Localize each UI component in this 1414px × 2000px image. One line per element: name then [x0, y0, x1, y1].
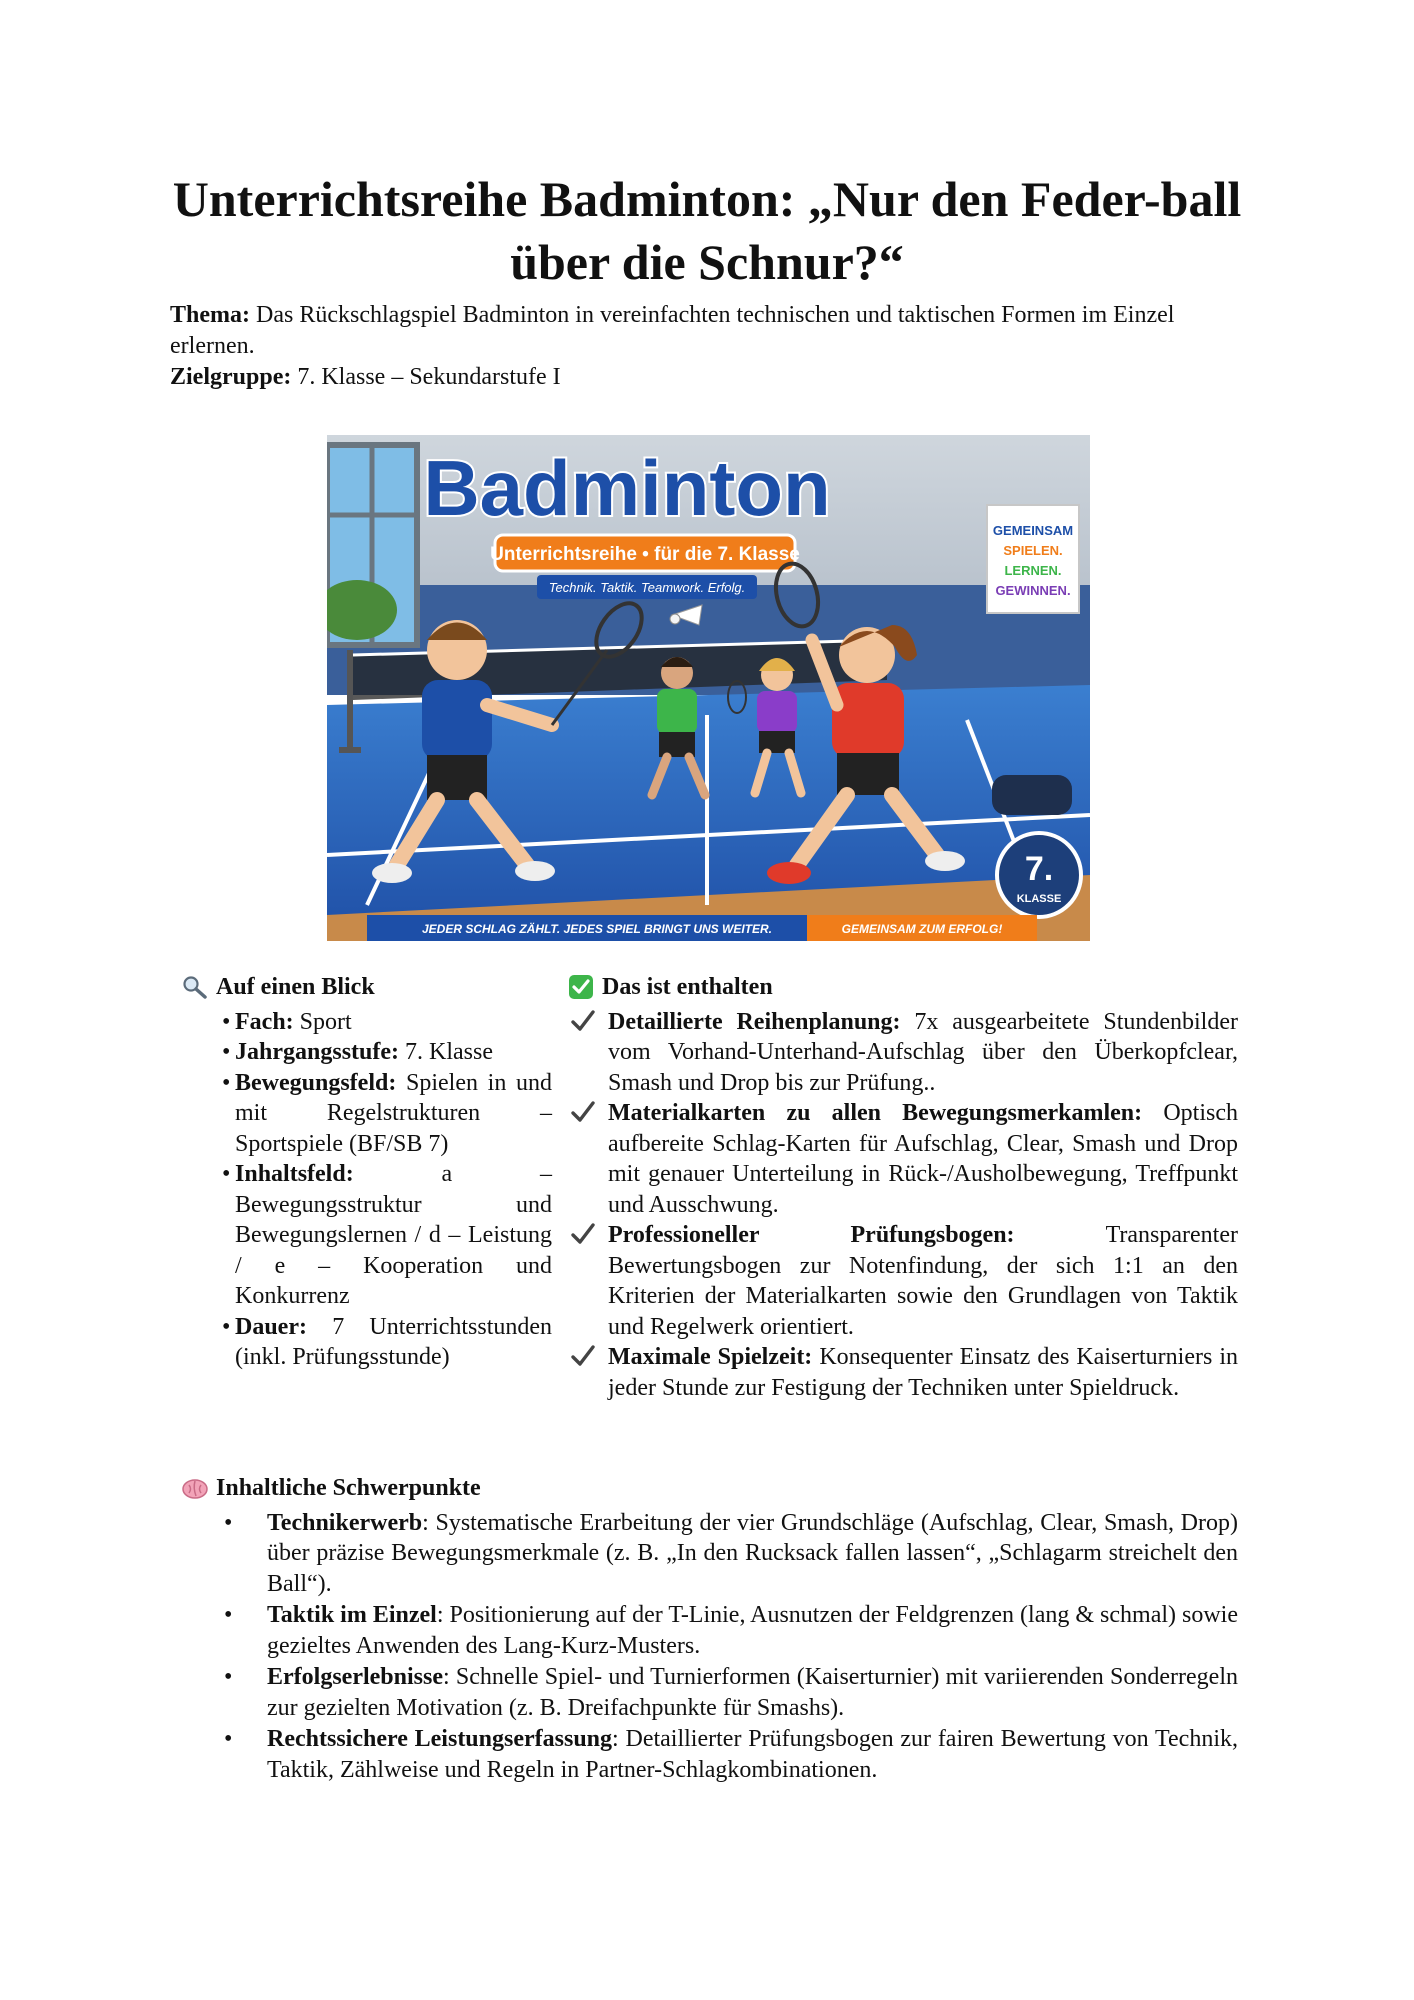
bullet: • [224, 1726, 233, 1752]
included-item [568, 1007, 1238, 1099]
zielgruppe-line [170, 362, 1250, 393]
poster-line-1: GEMEINSAM [992, 523, 1074, 538]
included-item-label: Materialkarten zu allen Bewegungsmerkamlen: [608, 1100, 1143, 1126]
hero-headline: Badminton [423, 444, 831, 532]
thema-text: Das Rückschlagspiel Badminton in vereinfachten technischen und taktischen Formen im Einzel erlernen. [170, 302, 1175, 359]
at-a-glance [182, 972, 552, 1373]
included-item-text: Optisch aufbereite Schlag-Karten für Aufschlag, Clear, Smash und Drop mit genauer Unterteilung in Rück-/Ausholbewegung, Treffpunkt und Ausschwung. [608, 1100, 1238, 1218]
zielgruppe-text: 7. Klasse – Sekundarstufe I [297, 364, 561, 390]
glance-item-text: 7 Unterrichtsstunden (inkl. Prüfungsstunde) [235, 1313, 553, 1370]
poster-line-4: GEWINNEN. [995, 583, 1071, 598]
grade-badge [997, 833, 1081, 917]
included-item-text: Konsequenter Einsatz des Kaiserturniers in jeder Stunde zur Festigung der Techniken unter Spieldruck. [608, 1344, 1238, 1401]
focus-item-label: Taktik im Einzel [267, 1602, 437, 1628]
included-item [568, 1098, 1238, 1220]
bullet: • [224, 1509, 233, 1536]
focus-heading [182, 1473, 1238, 1504]
glance-item [222, 1007, 552, 1038]
focus-item-text: : Positionierung auf der T-Linie, Ausnutzen der Feldgrenzen (lang & schmal) sowie gezieltes Anwenden des Lang-Kurz-Musters. [267, 1602, 1238, 1659]
checkmark-icon [570, 1221, 596, 1247]
glance-list [182, 1007, 552, 1373]
checkmark-icon [570, 1008, 596, 1034]
badge-text: KLASSE [1016, 893, 1062, 905]
included-heading-text: Das ist enthalten [602, 974, 773, 1000]
hero-tagline: Technik. Taktik. Teamwork. Erfolg. [548, 580, 746, 595]
included-item [568, 1342, 1238, 1403]
focus-item-text: : Systematische Erarbeitung der vier Grundschläge (Aufschlag, Clear, Smash, Drop) über präzise Bewegungsmerkmale (z. B. „In den Rucksack fallen lassen“, „Schlagarm streichelt den Ball“). [267, 1509, 1238, 1597]
focus-list [182, 1508, 1238, 1786]
included-item-text: Transparenter Bewertungsbogen zur Notenfindung, der sich 1:1 an den Kriterien der Materialkarten sowie den Grundlagen von Taktik und Regelwerk orientiert. [608, 1222, 1238, 1340]
glance-heading-text: Auf einen Blick [216, 974, 375, 1000]
glance-item [222, 1312, 552, 1373]
glance-item-text: 7. Klasse [405, 1039, 493, 1065]
focus-heading-text: Inhaltliche Schwerpunkte [216, 1475, 481, 1501]
focus-item [182, 1508, 1238, 1600]
glance-item-text: a – Bewegungsstruktur und Bewegungslernen / d – Leistung / e – Kooperation und Konkurrenz [235, 1161, 552, 1309]
focus-item-label: Rechtssichere Leistungserfassung [267, 1726, 613, 1752]
thema-label: Thema: [170, 302, 250, 328]
glance-heading [182, 972, 552, 1003]
checkmark-icon [570, 1099, 596, 1125]
included-list [568, 1007, 1238, 1404]
included-item [568, 1220, 1238, 1342]
focus-item-text: : Schnelle Spiel- und Turnierformen (Kaiserturnier) mit variierenden Sonderregeln zur gezielten Motivation (z. B. Dreifachpunkte für Smashs). [267, 1664, 1238, 1721]
meta-block [170, 300, 1250, 393]
footer-left-text: JEDER SCHLAG ZÄHLT. JEDES SPIEL BRINGT UNS WEITER. [421, 922, 773, 936]
bullet: • [224, 1664, 233, 1690]
focus-item [182, 1662, 1238, 1723]
page-title: Unterrichtsreihe Badminton: „Nur den Feder-ball über die Schnur?“ [172, 171, 1242, 290]
hero-illustration [327, 435, 1090, 941]
included-section [568, 972, 1238, 1403]
poster [987, 505, 1079, 613]
focus-item-label: Technikerwerb [267, 1509, 423, 1536]
glance-item [222, 1068, 552, 1160]
bullet: • [224, 1602, 233, 1628]
included-item-label: Professioneller Prüfungsbogen: [608, 1222, 1015, 1248]
poster-line-2: SPIELEN. [1003, 543, 1063, 558]
glance-item-text: Sport [299, 1008, 352, 1035]
included-item-label: Maximale Spielzeit: [608, 1344, 813, 1370]
included-item-text: 7x ausgearbeitete Stundenbilder vom Vorhand-Unterhand-Aufschlag über den Überkopfclear, Smash und Drop bis zur Prüfung.. [608, 1008, 1238, 1096]
footer-right-text: GEMEINSAM ZUM ERFOLG! [841, 922, 1003, 936]
focus-section [182, 1473, 1238, 1786]
focus-item [182, 1600, 1238, 1661]
badminton-scene [327, 435, 1090, 941]
glance-item [222, 1159, 552, 1312]
hero-banner: Unterrichtsreihe • für die 7. Klasse [490, 544, 800, 565]
glance-item-label: Dauer: [235, 1313, 307, 1340]
zielgruppe-label: Zielgruppe: [170, 364, 292, 390]
included-heading [568, 972, 1238, 1003]
glance-item-label: Bewegungsfeld: [235, 1069, 397, 1096]
glance-item-label: Jahrgangsstufe: [235, 1039, 400, 1065]
sports-bag-icon [992, 775, 1072, 815]
focus-item-text: : Detaillierter Prüfungsbogen zur fairen Bewertung von Technik, Taktik, Zählweise und Regeln in Partner-Schlagkombinationen. [267, 1726, 1239, 1783]
included-item-label: Detaillierte Reihenplanung: [608, 1008, 901, 1035]
glance-item-label: Fach: [235, 1008, 294, 1035]
glance-item-text: Spielen in und mit Regelstrukturen – Sportspiele (BF/SB 7) [235, 1069, 553, 1157]
magnifier-icon [182, 974, 208, 1000]
glance-item [222, 1037, 552, 1068]
poster-line-3: LERNEN. [1004, 563, 1062, 578]
checkmark-icon [570, 1343, 596, 1369]
thema-line [170, 300, 1250, 362]
check-box-icon [568, 974, 594, 1000]
window-icon [327, 445, 417, 645]
badge-number: 7. [1024, 850, 1054, 888]
focus-item [182, 1724, 1238, 1785]
focus-item-label: Erfolgserlebnisse [267, 1664, 443, 1690]
brain-icon [182, 1475, 208, 1501]
glance-item-label: Inhaltsfeld: [235, 1161, 354, 1187]
